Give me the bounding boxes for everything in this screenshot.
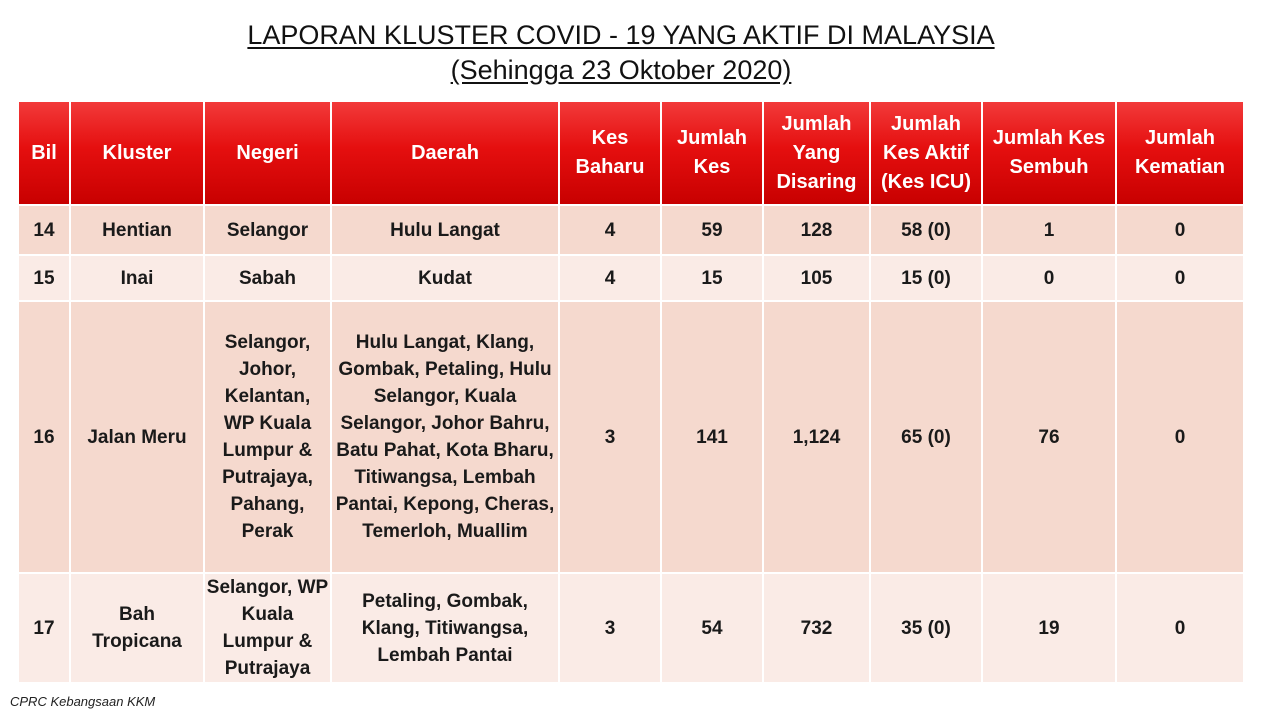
header-daerah: Daerah	[331, 101, 559, 205]
cell-jumlah-disaring: 732	[763, 573, 870, 683]
cell-negeri: Selangor, WP Kuala Lumpur & Putrajaya	[204, 573, 331, 683]
cell-jumlah-kes: 59	[661, 205, 763, 255]
header-jumlah-kematian: Jumlah Kematian	[1116, 101, 1244, 205]
header-jumlah-kes-sembuh: Jumlah Kes Sembuh	[982, 101, 1116, 205]
header-kluster: Kluster	[70, 101, 204, 205]
table-row	[18, 301, 1244, 573]
header-bil: Bil	[18, 101, 70, 205]
cell-daerah: Petaling, Gombak, Klang, Titiwangsa, Lembah Pantai	[331, 573, 559, 683]
cell-daerah: Hulu Langat	[331, 205, 559, 255]
table-header-row	[18, 101, 1244, 205]
table-row	[18, 205, 1244, 255]
cell-kes-baharu: 4	[559, 255, 661, 301]
header-kes-baharu: Kes Baharu	[559, 101, 661, 205]
cell-negeri: Sabah	[204, 255, 331, 301]
cell-kes-baharu: 3	[559, 573, 661, 683]
header-jumlah-kes: Jumlah Kes	[661, 101, 763, 205]
report-title	[0, 18, 1242, 88]
cell-bil: 17	[18, 573, 70, 683]
cell-jumlah-kes-aktif: 58 (0)	[870, 205, 982, 255]
cell-jumlah-kematian: 0	[1116, 573, 1244, 683]
cell-kes-baharu: 3	[559, 301, 661, 573]
cell-kluster: Hentian	[70, 205, 204, 255]
cell-jumlah-kematian: 0	[1116, 255, 1244, 301]
cell-jumlah-kes-aktif: 15 (0)	[870, 255, 982, 301]
table-row	[18, 255, 1244, 301]
cell-jumlah-kes-sembuh: 1	[982, 205, 1116, 255]
cell-jumlah-kes: 141	[661, 301, 763, 573]
cell-daerah: Hulu Langat, Klang, Gombak, Petaling, Hulu Selangor, Kuala Selangor, Johor Bahru, Batu Pahat, Kota Bharu, Titiwangsa, Lembah Pantai, Kepong, Cheras, Temerloh, Muallim	[331, 301, 559, 573]
cell-jumlah-kes-sembuh: 19	[982, 573, 1116, 683]
cell-negeri: Selangor, Johor, Kelantan, WP Kuala Lumpur & Putrajaya, Pahang, Perak	[204, 301, 331, 573]
title-main: LAPORAN KLUSTER COVID - 19 YANG AKTIF DI MALAYSIA	[247, 20, 995, 50]
cell-bil: 16	[18, 301, 70, 573]
header-jumlah-disaring: Jumlah Yang Disaring	[763, 101, 870, 205]
table-row	[18, 573, 1244, 683]
cell-jumlah-kes-sembuh: 0	[982, 255, 1116, 301]
source-footer: CPRC Kebangsaan KKM	[10, 694, 156, 709]
cell-jumlah-kematian: 0	[1116, 301, 1244, 573]
cell-jumlah-kematian: 0	[1116, 205, 1244, 255]
cell-kluster: Jalan Meru	[70, 301, 204, 573]
cluster-table	[17, 100, 1245, 684]
cell-jumlah-kes-sembuh: 76	[982, 301, 1116, 573]
cell-jumlah-kes: 54	[661, 573, 763, 683]
cell-negeri: Selangor	[204, 205, 331, 255]
cell-jumlah-disaring: 128	[763, 205, 870, 255]
cell-kes-baharu: 4	[559, 205, 661, 255]
cell-kluster: Inai	[70, 255, 204, 301]
cell-daerah: Kudat	[331, 255, 559, 301]
cell-jumlah-disaring: 105	[763, 255, 870, 301]
cell-jumlah-kes-aktif: 35 (0)	[870, 573, 982, 683]
cell-bil: 14	[18, 205, 70, 255]
cell-jumlah-disaring: 1,124	[763, 301, 870, 573]
header-jumlah-kes-aktif: Jumlah Kes Aktif (Kes ICU)	[870, 101, 982, 205]
cell-jumlah-kes: 15	[661, 255, 763, 301]
cell-jumlah-kes-aktif: 65 (0)	[870, 301, 982, 573]
header-negeri: Negeri	[204, 101, 331, 205]
title-date: (Sehingga 23 Oktober 2020)	[450, 55, 792, 85]
cell-kluster: Bah Tropicana	[70, 573, 204, 683]
cell-bil: 15	[18, 255, 70, 301]
